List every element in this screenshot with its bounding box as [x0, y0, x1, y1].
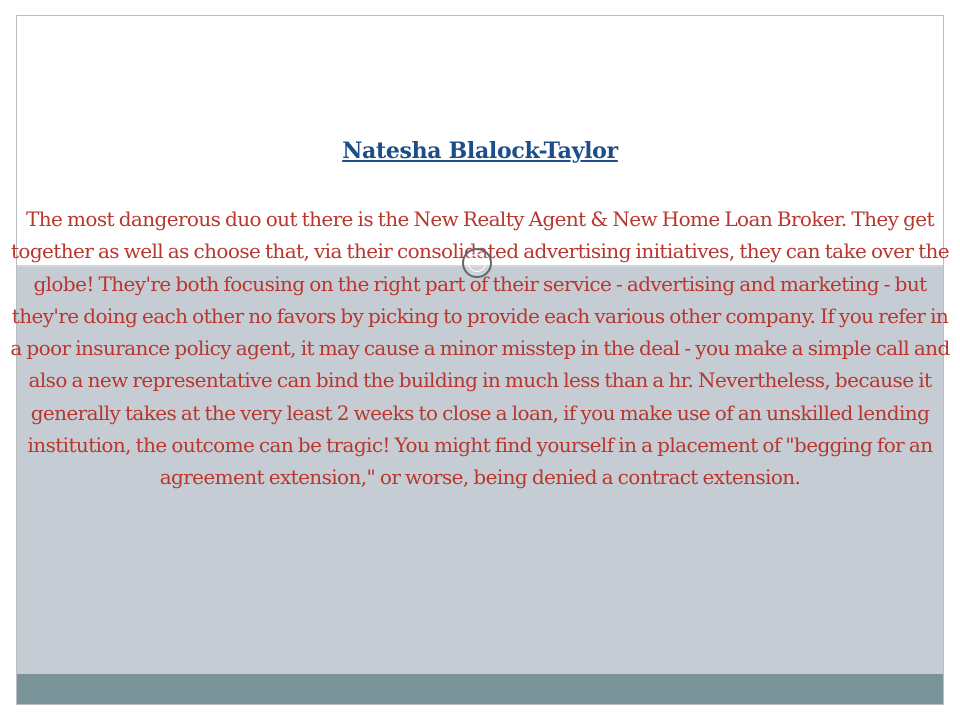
- cursor-ring-inner: [468, 254, 486, 272]
- slide-body-text: The most dangerous duo out there is the New Realty Agent & New Home Loan Broker. They get together as well as choose that, via their consolidated advertising initiatives, they can take over the globe! They're both focusing on the right part of their service - advertising and marketing - but they're doing each other no favors by picking to provide each various other company. If you refer in a poor insurance policy agent, it may cause a minor misstep in the deal - you make a simple call and also a new representative can bind the building in much less than a hr. Nevertheless, because it generally takes at the very least 2 weeks to close a loan, if you make use of an unskilled lending institution, the outcome can be tragic! You might find yourself in a placement of "begging for an agreement extension," or worse, being denied a contract extension.: [10, 207, 950, 490]
- cursor-ring-icon: [462, 248, 492, 278]
- slide-title[interactable]: Natesha Blalock-Taylor: [342, 138, 618, 164]
